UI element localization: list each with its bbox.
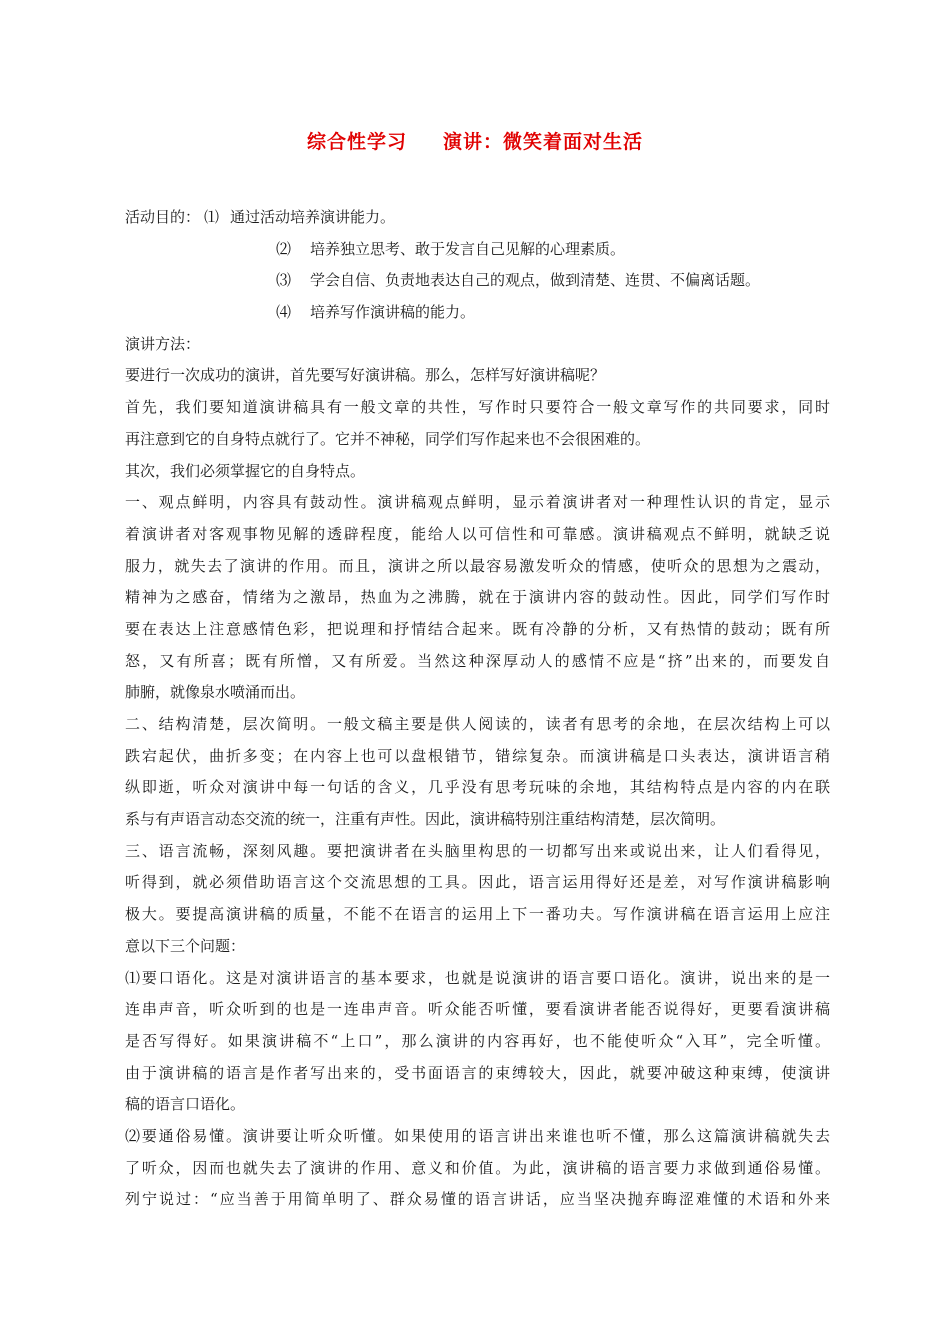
goal-number: ⑷	[276, 303, 292, 322]
paragraph-line: 极大。要提高演讲稿的质量，不能不在语言的运用上下一番功夫。写作演讲稿在语言运用上应注	[125, 905, 830, 924]
goal-item	[125, 265, 830, 297]
goal-text: 培养独立思考、敢于发言自己见解的心理素质。	[310, 239, 626, 258]
paragraph-line: 三、语言流畅，深刻风趣。要把演讲者在头脑里构思的一切都写出来或说出来，让人们看得见，	[125, 841, 830, 860]
paragraph-line: 服力，就失去了演讲的作用。而且，演讲之所以最容易激发听众的情感，使听众的思想为之震动，	[125, 556, 830, 575]
paragraph-line: 要进行一次成功的演讲，首先要写好演讲稿。那么，怎样写好演讲稿呢？	[125, 366, 606, 385]
paragraph-line: 纵即逝，听众对演讲中每一句话的含义，几乎没有思考玩味的余地，其结构特点是内容的内在联	[125, 778, 830, 797]
paragraph-line: 了听众，因而也就失去了演讲的作用、意义和价值。为此，演讲稿的语言要力求做到通俗易懂。	[125, 1158, 830, 1177]
goal-item	[125, 297, 830, 329]
title-part-2: 演讲：微笑着面对生活	[443, 131, 644, 153]
paragraph-line: 意以下三个问题：	[125, 936, 246, 955]
goal-number: ⑶	[276, 271, 292, 290]
section-heading: 演讲方法：	[125, 334, 201, 353]
goal-item	[125, 202, 830, 234]
paragraph-line: 跌宕起伏，曲折多变；在内容上也可以盘根错节，错综复杂。而演讲稿是口头表达，演讲语言稍	[125, 746, 830, 765]
paragraph-line: 怒，又有所喜；既有所憎，又有所爱。当然这种深厚动人的感情不应是“挤”出来的，而要发自	[125, 651, 830, 670]
paragraph-line: 肺腑，就像泉水喷涌而出。	[125, 683, 306, 702]
paragraph-line: 由于演讲稿的语言是作者写出来的，受书面语言的束缚较大，因此，就要冲破这种束缚，使演讲	[125, 1063, 830, 1082]
paragraph-line: ⑴要口语化。这是对演讲语言的基本要求，也就是说演讲的语言要口语化。演讲，说出来的是一	[125, 968, 830, 987]
document-title	[0, 127, 950, 154]
goals-label: 活动目的：	[125, 208, 201, 226]
paragraph-line: 稿的语言口语化。	[125, 1095, 246, 1114]
paragraph-line: ⑵要通俗易懂。演讲要让听众听懂。如果使用的语言讲出来谁也听不懂，那么这篇演讲稿就失去	[125, 1126, 830, 1145]
paragraph-line: 列宁说过：“应当善于用简单明了、群众易懂的语言讲话，应当坚决抛弃晦涩难懂的术语和外来	[125, 1190, 830, 1209]
goal-text: 培养写作演讲稿的能力。	[310, 303, 476, 322]
paragraph-line: 二、结构清楚，层次简明。一般文稿主要是供人阅读的，读者有思考的余地，在层次结构上可以	[125, 715, 830, 733]
goal-text: 通过活动培养演讲能力。	[230, 208, 396, 226]
paragraph-line: 再注意到它的自身特点就行了。它并不神秘，同学们写作起来也不会很困难的。	[125, 429, 651, 448]
paragraph-line: 听得到，就必须借助语言这个交流思想的工具。因此，语言运用得好还是差，对写作演讲稿影响	[125, 873, 830, 892]
paragraph-line: 系与有声语言动态交流的统一，注重有声性。因此，演讲稿特别注重结构清楚，层次简明。	[125, 810, 726, 829]
paragraph-line: 连串声音，听众听到的也是一连串声音。听众能否听懂，要看演讲者能否说得好，更要看演讲稿	[125, 1000, 830, 1019]
paragraph-line: 要在表达上注意感情色彩，把说理和抒情结合起来。既有冷静的分析，又有热情的鼓动；既有所	[125, 619, 830, 638]
goal-number: ⑵	[276, 239, 292, 258]
title-part-1: 综合性学习	[306, 131, 407, 153]
paragraph-line: 一、观点鲜明，内容具有鼓动性。演讲稿观点鲜明，显示着演讲者对一种理性认识的肯定，显示	[125, 493, 830, 512]
paragraph-line: 首先，我们要知道演讲稿具有一般文章的共性，写作时只要符合一般文章写作的共同要求，同时	[125, 398, 830, 417]
paragraph-line: 其次，我们必须掌握它的自身特点。	[125, 461, 366, 480]
paragraph-line: 精神为之感奋，情绪为之激昂，热血为之沸腾，就在于演讲内容的鼓动性。因此，同学们写作时	[125, 588, 830, 607]
document-body	[125, 202, 830, 1216]
goal-item	[125, 234, 830, 266]
goal-text: 学会自信、负责地表达自己的观点，做到清楚、连贯、不偏离话题。	[310, 271, 761, 290]
paragraph-line: 是否写得好。如果演讲稿不“上口”，那么演讲的内容再好，也不能使听众“入耳”，完全听懂。	[125, 1031, 830, 1050]
paragraph-line: 着演讲者对客观事物见解的透辟程度，能给人以可信性和可靠感。演讲稿观点不鲜明，就缺乏说	[125, 524, 830, 543]
goal-number: ⑴	[204, 208, 220, 226]
